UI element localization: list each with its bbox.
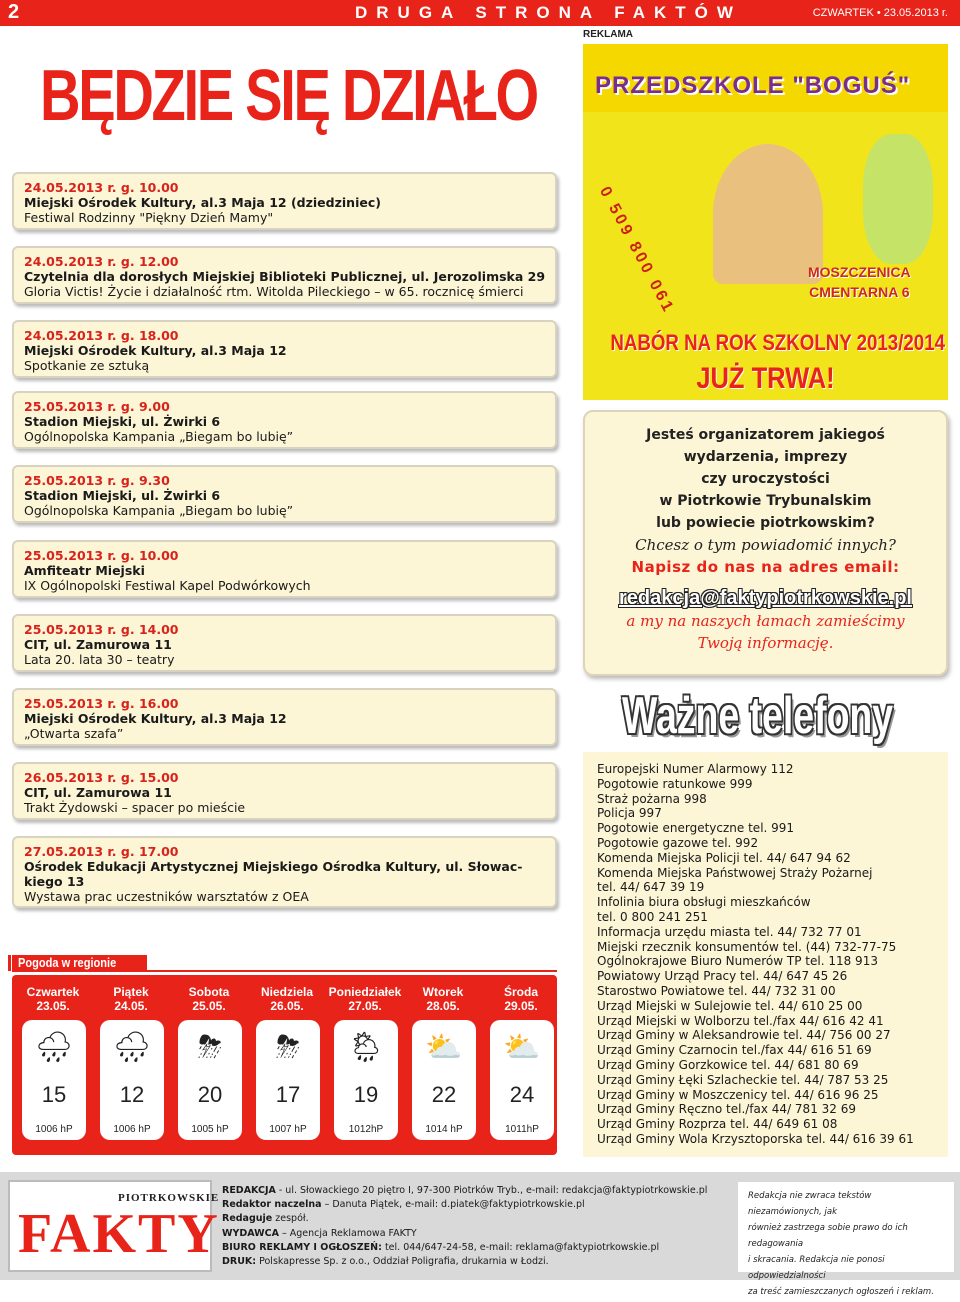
- phone-entry: Straż pożarna 998: [597, 791, 707, 806]
- phone-entry: Urząd Miejski w Wolborzu tel./fax 44/ 616 42 41: [597, 1013, 884, 1028]
- logo-small-text: PIOTRKOWSKIE: [118, 1192, 220, 1204]
- info-line: Jesteś organizatorem jakiegoś: [646, 427, 885, 443]
- weather-day-name: Sobota: [188, 985, 230, 999]
- event-date: 25.05.2013 r. g. 10.00: [24, 548, 179, 563]
- imprint-line: [222, 1184, 722, 1198]
- fakty-logo: [8, 1180, 220, 1272]
- issue-date: CZWARTEK • 23.05.2013 r.: [812, 7, 948, 19]
- imprint-line: [222, 1241, 722, 1255]
- event-date: 26.05.2013 r. g. 15.00: [24, 770, 179, 785]
- event-title: Festiwal Rodzinny "Piękny Dzień Mamy": [24, 210, 274, 225]
- section-title: DRUGA STRONA FAKTÓW: [355, 3, 742, 22]
- event-place: Ośrodek Edukacji Artystycznej Miejskiego Ośrodka Kultury, ul. Słowac-: [24, 859, 523, 874]
- event-place-continued: kiego 13: [24, 874, 85, 889]
- event-title: IX Ogólnopolski Festiwal Kapel Podwórkowych: [24, 578, 311, 593]
- event-date: 24.05.2013 r. g. 10.00: [24, 180, 179, 195]
- weather-date: 23.05.: [36, 999, 70, 1013]
- phone-entry: Ogólnokrajowe Biuro Numerów TP tel. 118 913: [597, 954, 878, 969]
- event-title: Ogólnopolska Kampania „Biegam bo lubię”: [24, 503, 294, 518]
- phone-entry: Urząd Gminy Czarnocin tel./fax 44/ 616 51 69: [597, 1043, 872, 1058]
- phone-entry: Urząd Gminy w Aleksandrowie tel. 44/ 756 00 27: [597, 1028, 891, 1043]
- ad-street: CMENTARNA 6: [809, 284, 910, 300]
- email-link[interactable]: redakcja@faktypiotrkowskie.pl: [619, 587, 912, 609]
- phone-entry: Komenda Miejska Państwowej Straży Pożarnej: [597, 865, 873, 880]
- weather-card: [334, 1020, 398, 1140]
- sun-rain-icon: 🌦: [346, 1030, 386, 1065]
- page-title: BĘDZIE SIĘ DZIAŁO: [40, 56, 537, 136]
- weather-label: Pogoda w regionie: [18, 955, 117, 970]
- weather-temperature: 19: [353, 1082, 379, 1107]
- ad-address: [808, 262, 911, 302]
- event-card: [12, 762, 557, 820]
- weather-temperature: 15: [41, 1082, 67, 1107]
- weather-day: [404, 975, 482, 1155]
- weather-day-name: Poniedziałek: [328, 985, 402, 999]
- editorial-note: [738, 1182, 954, 1297]
- info-closing: a my na naszych łamach zamieścimy: [626, 612, 905, 630]
- event-title: Lata 20. lata 30 – teatry: [24, 652, 175, 667]
- weather-day: [14, 975, 92, 1155]
- weather-day: [248, 975, 326, 1155]
- phone-entry: Urząd Gminy Rozprza tel. 44/ 649 61 08: [597, 1117, 838, 1132]
- event-title: „Otwarta szafa”: [24, 726, 124, 741]
- imprint-value: - ul. Słowackiego 20 piętro I, 97-300 Piotrków Tryb., e-mail: redakcja@faktypiotrkowskie.pl: [275, 1185, 708, 1196]
- weather-day-name: Środa: [503, 985, 538, 999]
- weather-card: [256, 1020, 320, 1140]
- info-write-us: Napisz do nas na adres email:: [631, 558, 900, 576]
- imprint-label: REDAKCJA: [222, 1185, 276, 1196]
- event-place: Stadion Miejski, ul. Żwirki 6: [24, 488, 221, 503]
- weather-pressure: 1007 hP: [269, 1124, 307, 1135]
- phone-entry: Starostwo Powiatowe tel. 44/ 732 31 00: [597, 983, 836, 998]
- logo-big-text: FAKTY: [18, 1203, 220, 1265]
- event-title: Wystawa prac uczestników warsztatów z OEA: [24, 889, 309, 904]
- weather-temperature: 12: [119, 1082, 145, 1107]
- rain-cloud-icon: 🌧: [34, 1030, 74, 1065]
- weather-temperature: 17: [275, 1082, 301, 1107]
- phones-title: Ważne telefony: [622, 687, 894, 745]
- event-card: [12, 391, 557, 449]
- kindergarten-ad[interactable]: [583, 44, 948, 400]
- phone-entry: Urząd Gminy Wola Krzysztoporska tel. 44/ 616 39 61: [597, 1131, 914, 1146]
- weather-card: [22, 1020, 86, 1140]
- info-closing: Twoją informację.: [697, 634, 834, 652]
- event-place: Stadion Miejski, ul. Żwirki 6: [24, 414, 221, 429]
- note-line: i skracania. Redakcja nie ponosi odpowiedzialności: [748, 1255, 885, 1281]
- phone-entry: Informacja urzędu miasta tel. 44/ 732 77 01: [597, 924, 862, 939]
- imprint-label: Redaktor naczelna: [222, 1199, 322, 1211]
- note-line: za treść zamieszczanych ogłoszeń i reklam.: [748, 1287, 934, 1297]
- ad-enrollment: NABÓR NA ROK SZKOLNY 2013/2014: [610, 330, 945, 355]
- event-title: Trakt Żydowski – spacer po mieście: [24, 800, 246, 815]
- imprint-value: tel. 044/647-24-58, e-mail: reklama@faktypiotrkowskie.pl: [381, 1241, 660, 1253]
- ad-label: REKLAMA: [583, 29, 633, 40]
- event-date: 24.05.2013 r. g. 12.00: [24, 254, 179, 269]
- event-place: Miejski Ośrodek Kultury, al.3 Maja 12: [24, 343, 287, 358]
- phone-entry: Pogotowie gazowe tel. 992: [597, 835, 759, 850]
- sun-storm-icon: ⛈: [276, 1030, 300, 1065]
- event-date: 25.05.2013 r. g. 9.30: [24, 473, 170, 488]
- storm-cloud-icon: ⛈: [198, 1030, 222, 1065]
- event-date: 24.05.2013 r. g. 18.00: [24, 328, 179, 343]
- phone-entry: tel. 44/ 647 39 19: [597, 880, 705, 895]
- sun-cloud-icon: ⛅: [503, 1030, 541, 1065]
- event-place: Czytelnia dla dorosłych Miejskiej Biblioteki Publicznej, ul. Jerozolimska 29: [24, 269, 546, 284]
- fairy-illustration: [863, 134, 933, 264]
- phone-entry: Pogotowie energetyczne tel. 991: [597, 821, 795, 836]
- weather-day: [482, 975, 560, 1155]
- phone-entry: Europejski Numer Alarmowy 112: [597, 762, 794, 776]
- event-place: Miejski Ośrodek Kultury, al.3 Maja 12: [24, 711, 287, 726]
- weather-pressure: 1005 hP: [191, 1124, 229, 1135]
- info-line: w Piotrkowie Trybunalskim: [659, 493, 872, 509]
- info-line: lub powiecie piotrkowskim?: [656, 515, 875, 531]
- event-card: [12, 320, 557, 378]
- event-card: [12, 540, 557, 598]
- weather-date: 26.05.: [270, 999, 304, 1013]
- event-card: [12, 246, 557, 304]
- sun-cloud-icon: ⛅: [425, 1030, 463, 1065]
- imprint-value: zespół.: [272, 1213, 309, 1225]
- event-card: [12, 836, 557, 908]
- children-photo: [713, 144, 823, 284]
- weather-pressure: 1006 hP: [35, 1124, 73, 1135]
- weather-date: 29.05.: [504, 999, 538, 1013]
- phone-entry: Urząd Gminy Gorzkowice tel. 44/ 681 80 69: [597, 1057, 859, 1072]
- event-card: [12, 465, 557, 523]
- imprint-line: [222, 1227, 722, 1241]
- page-number: 2: [8, 1, 20, 23]
- event-title: Gloria Victis! Życie i działalność rtm. Witolda Pileckiego – w 65. rocznicę śmierci: [24, 284, 524, 299]
- weather-card: [490, 1020, 554, 1140]
- ad-ongoing: JUŻ TRWA!: [696, 362, 835, 395]
- imprint-line: [222, 1255, 722, 1269]
- weather-card: [412, 1020, 476, 1140]
- phone-entry: tel. 0 800 241 251: [597, 909, 708, 924]
- weather-day-name: Wtorek: [422, 985, 464, 999]
- event-place: CIT, ul. Zamurowa 11: [24, 785, 172, 800]
- imprint-line: [222, 1198, 722, 1212]
- imprint-label: DRUK:: [222, 1256, 257, 1268]
- imprint-label: Redaguje: [222, 1213, 273, 1225]
- weather-card: [100, 1020, 164, 1140]
- event-place: Amfiteatr Miejski: [24, 563, 145, 578]
- event-date: 25.05.2013 r. g. 9.00: [24, 399, 170, 414]
- weather-temperature: 24: [509, 1082, 535, 1107]
- event-card: [12, 688, 557, 746]
- weather-day: [326, 975, 404, 1155]
- imprint-label: WYDAWCA: [222, 1227, 279, 1239]
- weather-pressure: 1011hP: [505, 1124, 539, 1135]
- ad-title: PRZEDSZKOLE "BOGUŚ": [595, 72, 911, 99]
- weather-date: 27.05.: [348, 999, 382, 1013]
- note-line: również zastrzega sobie prawo do ich redagowania: [748, 1223, 908, 1249]
- phone-entry: Miejski rzecznik konsumentów tel. (44) 732-77-75: [597, 939, 897, 954]
- ad-town: MOSZCZENICA: [808, 264, 911, 280]
- event-date: 25.05.2013 r. g. 14.00: [24, 622, 179, 637]
- phone-entry: Urząd Miejski w Sulejowie tel. 44/ 610 25 00: [597, 998, 863, 1013]
- phone-entry: Pogotowie ratunkowe 999: [597, 776, 753, 791]
- weather-pressure: 1014 hP: [425, 1124, 463, 1135]
- weather-day: [92, 975, 170, 1155]
- info-question: Chcesz o tym powiadomić innych?: [635, 536, 896, 554]
- weather-temperature: 20: [197, 1082, 223, 1107]
- ad-phone: 0 509 800 061: [595, 184, 678, 317]
- imprint: [222, 1184, 722, 1269]
- event-title: Ogólnopolska Kampania „Biegam bo lubię”: [24, 429, 294, 444]
- weather-pressure: 1006 hP: [113, 1124, 151, 1135]
- weather-forecast: [12, 975, 557, 1155]
- weather-date: 24.05.: [114, 999, 148, 1013]
- weather-day-name: Piątek: [113, 985, 149, 999]
- weather-temperature: 22: [431, 1082, 457, 1107]
- event-card: [12, 172, 557, 230]
- phone-entry: Policja 997: [597, 806, 662, 821]
- imprint-value: Polskapresse Sp. z o.o., Oddział Poligrafia, drukarnia w Łodzi.: [256, 1256, 549, 1268]
- rain-cloud-icon: 🌧: [112, 1030, 152, 1065]
- weather-day-name: Czwartek: [26, 985, 80, 999]
- info-line: wydarzenia, imprezy: [683, 449, 848, 465]
- weather-rule: [12, 970, 557, 972]
- event-date: 27.05.2013 r. g. 17.00: [24, 844, 179, 859]
- event-title: Spotkanie ze sztuką: [24, 358, 150, 373]
- weather-card: [178, 1020, 242, 1140]
- weather-day-name: Niedziela: [260, 985, 314, 999]
- phones-list: [583, 752, 948, 1157]
- phone-entry: Urząd Gminy w Moszczenicy tel. 44/ 616 96 25: [597, 1087, 879, 1102]
- weather-date: 25.05.: [192, 999, 226, 1013]
- event-place: CIT, ul. Zamurowa 11: [24, 637, 172, 652]
- phone-entry: Urząd Gminy Łęki Szlacheckie tel. 44/ 787 53 25: [597, 1072, 889, 1087]
- weather-label-bar: [8, 955, 11, 971]
- weather-pressure: 1012hP: [348, 1124, 384, 1135]
- event-place: Miejski Ośrodek Kultury, al.3 Maja 12 (dziedziniec): [24, 195, 381, 210]
- note-line: Redakcja nie zwraca tekstów niezamówionych, jak: [748, 1191, 872, 1217]
- event-date: 25.05.2013 r. g. 16.00: [24, 696, 179, 711]
- top-banner: [0, 0, 960, 26]
- imprint-label: BIURO REKLAMY I OGŁOSZEŃ:: [222, 1241, 382, 1253]
- event-card: [12, 614, 557, 672]
- phone-entry: Infolinia biura obsługi mieszkańców: [597, 895, 811, 910]
- info-line: czy uroczystości: [701, 471, 830, 487]
- imprint-value: – Agencja Reklamowa FAKTY: [278, 1227, 417, 1239]
- imprint-value: – Danuta Piątek, e-mail: d.piatek@faktypiotrkowskie.pl: [321, 1199, 585, 1211]
- submit-event-box: [583, 410, 948, 676]
- imprint-line: [222, 1212, 722, 1226]
- phone-entry: Urząd Gminy Ręczno tel./fax 44/ 781 32 69: [597, 1102, 856, 1117]
- phone-entry: Komenda Miejska Policji tel. 44/ 647 94 62: [597, 850, 851, 865]
- weather-day: [170, 975, 248, 1155]
- phone-entry: Powiatowy Urząd Pracy tel. 44/ 647 45 26: [597, 969, 848, 984]
- weather-date: 28.05.: [426, 999, 460, 1013]
